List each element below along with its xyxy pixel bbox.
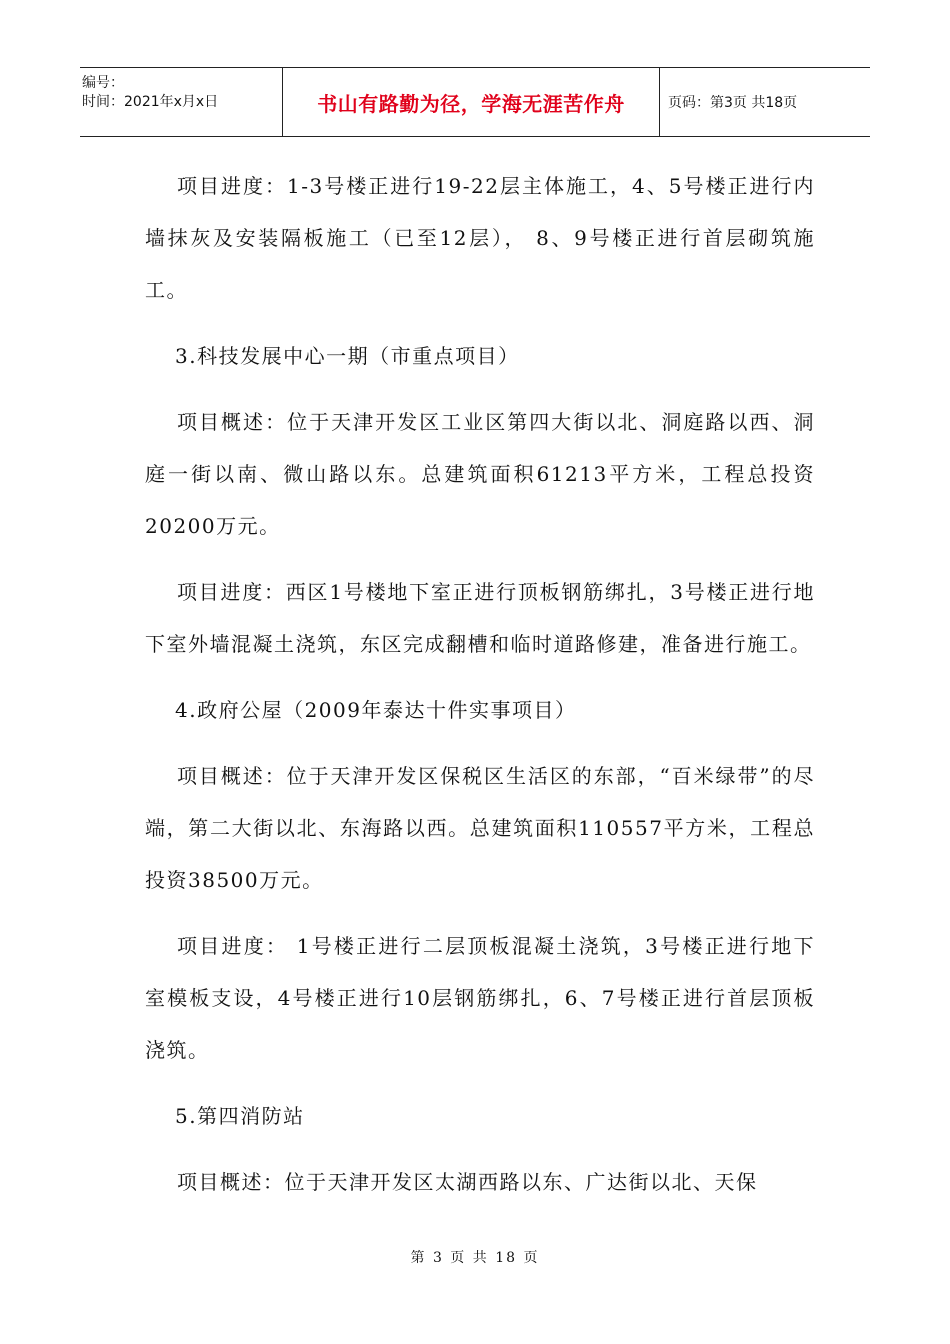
section-heading-3: 3.科技发展中心一期（市重点项目） [175,344,520,368]
paragraph-overview-5: 项目概述：位于天津开发区太湖西路以东、广达街以北、天保 [177,1170,758,1194]
document-body [145,160,815,1222]
document-header [80,67,870,137]
paragraph-overview-4: 项目概述：位于天津开发区保税区生活区的东部，“百米绿带”的尽端，第二大街以北、东海路以西。总建筑面积110557平方米，工程总投资38500万元。 [145,764,815,892]
header-page-code: 页码：第3页 共18页 [668,95,798,111]
serial-number-label: 编号： [82,75,124,91]
header-motto: 书山有路勤为径，学海无涯苦作舟 [282,68,660,136]
section-heading-4: 4.政府公屋（2009年泰达十件实事项目） [175,698,577,722]
time-label: 时间：2021年x月x日 [82,94,219,110]
paragraph-overview-3: 项目概述：位于天津开发区工业区第四大街以北、洞庭路以西、洞庭一街以南、微山路以东。总建筑面积61213平方米，工程总投资20200万元。 [145,410,815,538]
paragraph-progress-4: 项目进度： 1号楼正进行二层顶板混凝土浇筑，3号楼正进行地下室模板支设，4号楼正进行10层钢筋绑扎，6、7号楼正进行首层顶板浇筑。 [145,934,815,1062]
section-heading-5: 5.第四消防站 [175,1104,305,1128]
paragraph-progress-3: 项目进度：西区1号楼地下室正进行顶板钢筋绑扎，3号楼正进行地下室外墙混凝土浇筑，东区完成翻槽和临时道路修建，准备进行施工。 [145,580,815,656]
paragraph-progress-1: 项目进度：1-3号楼正进行19-22层主体施工，4、5号楼正进行内墙抹灰及安装隔板施工（已至12层）， 8、9号楼正进行首层砌筑施工。 [145,174,815,302]
header-left-cell [80,68,282,136]
page-footer: 第 3 页 共 18 页 [410,1250,540,1266]
